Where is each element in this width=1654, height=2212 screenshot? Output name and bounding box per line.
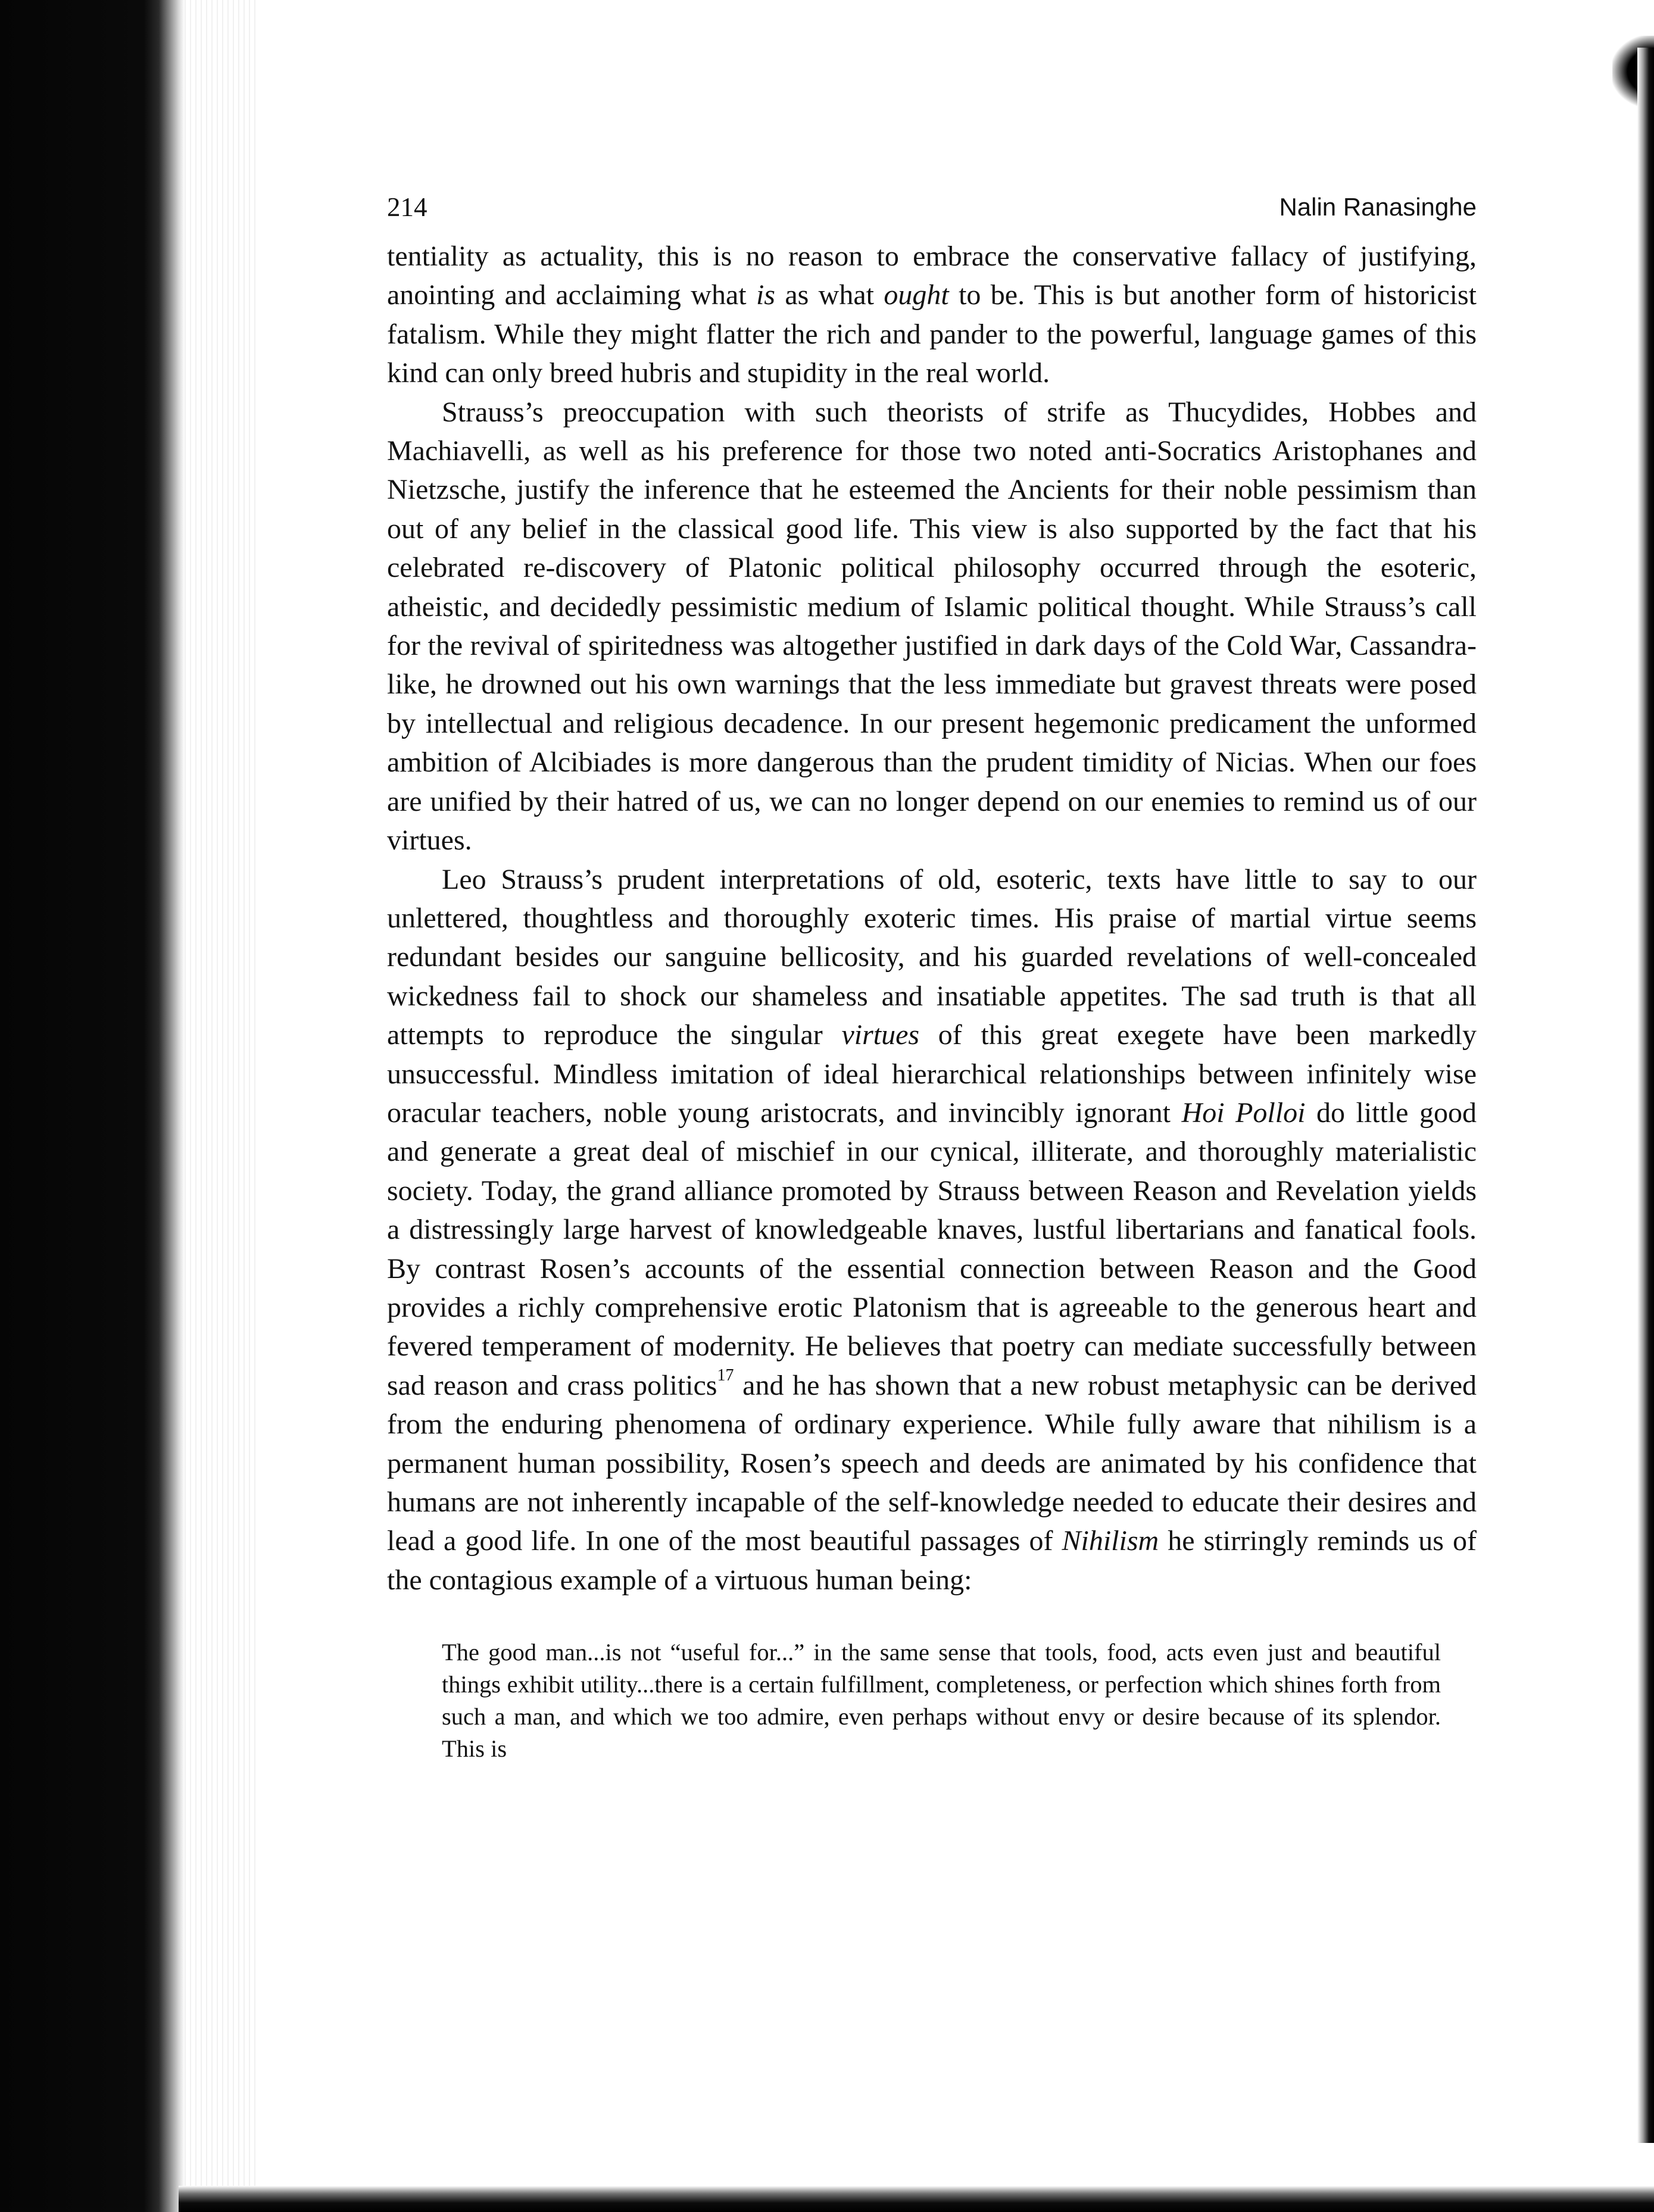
running-head — [387, 189, 1477, 237]
book-page — [387, 189, 1477, 1765]
scan-right-edge — [1637, 48, 1654, 2143]
scan-bottom-edge — [179, 2186, 1654, 2212]
body-text — [387, 237, 1477, 1599]
italic-virtues: virtues — [841, 1019, 920, 1051]
block-quote: The good man...is not “useful for...” in the same sense that tools, food, acts even just and beautiful things exhibit utility...there is a certain fulfillment, completeness, or perfection which shines forth from such a man, and which we too admire, even perhaps without envy or desire because of its splendor. This is — [442, 1639, 1441, 1763]
text-run: Strauss’s preoccupation with such theorists of strife as Thucydides, Hobbes and Machiavelli, as well as his preference for those two noted anti-Socratics Aristophanes and Nietzsche, justify the inference that he esteemed the Ancients for their noble pessimism than out of any belief in the classical good life. This view is also supported by the fact that his celebrated re-discovery of Platonic political philosophy occurred through the esoteric, atheistic, and decidedly pessimistic medium of Islamic political thought. While Strauss’s call for the revival of spiritedness was altogether justified in dark days of the Cold War, Cassandra-like, he drowned out his own warnings that the less immediate but gravest threats were posed by intellectual and religious decadence. In our present hegemonic predicament the unformed ambition of Alcibiades is more dangerous than the prudent timidity of Nicias. When our foes are unified by their hatred of us, we can no longer depend on our enemies to remind us of our virtues. — [387, 396, 1477, 857]
text-run: he stirringly reminds us of the contagious example of a virtuous human being: — [387, 1525, 1477, 1596]
text-run: to be. This is but another form of historicist fatalism. While they might flatter the rich and pander to the powerful, language games of this kind can only breed hubris and stupidity in the real world. — [387, 279, 1477, 389]
italic-book-title-nihilism: Nihilism — [1062, 1525, 1159, 1557]
paragraph-1 — [387, 237, 1477, 393]
text-run: and he has shown that a new robust metaphysic can be derived from the enduring phenomena of ordinary experience. While fully aware that nihilism is a permanent human possibility, Rosen’s speech and deeds are animated by his confidence that humans are not inherently incapable of the self-knowledge needed to educate their desires and lead a good life. In one of the most beautiful passages of — [387, 1369, 1477, 1557]
text-run: of this great exegete have been markedly unsuccessful. Mindless imitation of ideal hierarchical relationships between infinitely wise oracular teachers, noble young aristocrats, and invincibly ignorant — [387, 1019, 1477, 1129]
paragraph-2 — [387, 393, 1477, 860]
scan-gutter-streaks — [185, 0, 256, 2212]
text-run: Leo Strauss’s prudent interpretations of old, esoteric, texts have little to say to our unlettered, thoughtless and thoroughly exoteric times. His praise of martial virtue seems redundant besides our sanguine bellicosity, and his guarded revelations of well-concealed wickedness fail to shock our shameless and insatiable appetites. The sad truth is that all attempts to reproduce the singular — [387, 863, 1477, 1051]
text-run: do little good and generate a great deal of mischief in our cynical, illiterate, and thoroughly materialistic society. Today, the grand alliance promoted by Strauss between Reason and Revelation yields a distressingly large harvest of knowledgeable knaves, lustful libertarians and fanatical fools. By contrast Rosen’s accounts of the essential connection between Reason and the Good provides a richly comprehensive erotic Platonism that is agreeable to the generous heart and fevered temperament of modernity. He believes that poetry can mediate successfully between sad reason and crass politics — [387, 1096, 1477, 1401]
text-run: as what — [775, 279, 884, 311]
running-head-author: Nalin Ranasinghe — [1279, 193, 1477, 221]
footnote-reference[interactable]: 17 — [717, 1366, 734, 1385]
italic-is: is — [756, 279, 775, 311]
page-number: 214 — [387, 192, 427, 222]
paragraph-3 — [387, 860, 1477, 1600]
italic-hoi-polloi: Hoi Polloi — [1181, 1096, 1306, 1129]
italic-ought: ought — [884, 279, 949, 311]
text-run: tentiality as actuality, this is no reason to embrace the conservative fallacy of justifying, anointing and acclaiming what — [387, 240, 1477, 311]
scan-binding-shadow — [0, 0, 185, 2212]
